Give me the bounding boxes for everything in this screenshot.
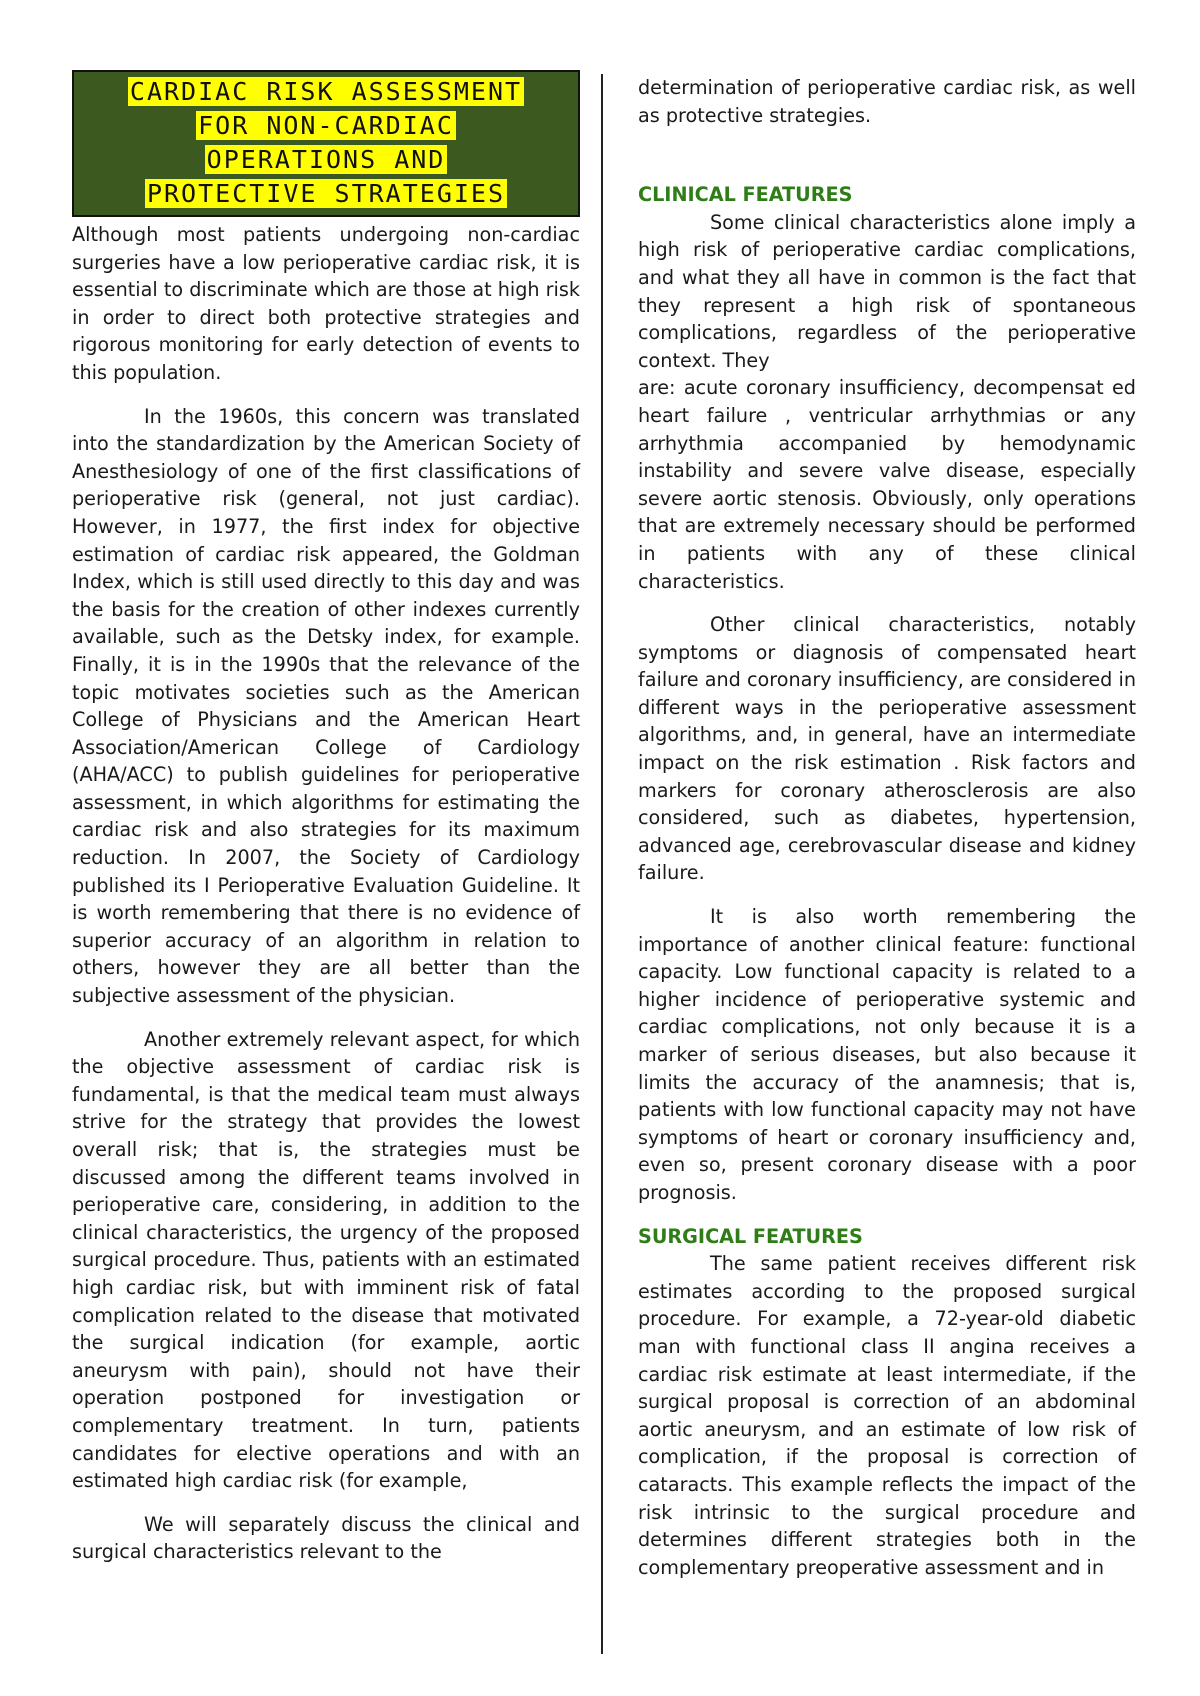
paragraph-discussion-intro: We will separately discuss the clinical and surgical characteristics relevant to the: [72, 1512, 580, 1564]
column-divider: [601, 74, 603, 1654]
title-line-4: PROTECTIVE STRATEGIES: [146, 179, 506, 208]
heading-surgical-features: SURGICAL FEATURES: [638, 1224, 863, 1248]
paragraph-clinical-1a: Some clinical characteristics alone imply a high risk of perioperative cardiac complications, and what they all have in common is the fact that they represent a high risk of spontaneous complications, regardless of the perioperative context. They: [638, 210, 1136, 372]
paragraph-clinical-3: It is also worth remembering the importance of another clinical feature: functional capacity. Low functional capacity is related to a higher incidence of perioperative systemic and cardiac complications, not only because it is a marker of serious diseases, but also because it limits the accuracy of the anamnesis; that is, patients with low functional capacity may not have symptoms of heart or coronary insufficiency and, even so, present coronary disease with a poor prognosis.: [638, 905, 1136, 1204]
paragraph-clinical-2: Other clinical characteristics, notably symptoms or diagnosis of compensated heart failure and coronary insufficiency, are considered in different ways in the perioperative assessment algorithms, and, in general, have an intermediate impact on the risk estimation . Risk factors and markers for coronary atherosclerosis are also considered, such as diabetes, hypertension, advanced age, cerebrovascular disease and kidney failure.: [638, 613, 1136, 885]
paragraph-relevant-aspect: Another extremely relevant aspect, for which the objective assessment of cardiac risk is fundamental, is that the medical team must always strive for the strategy that provides the lowest overall risk; that is, the strategies must be discussed among the different teams involved in perioperative care, considering, in addition to the clinical characteristics, the urgency of the proposed surgical procedure. Thus, patients with an estimated high cardiac risk, but with imminent risk of fatal complication related to the disease that motivated the surgical indication (for example, aortic aneurysm with pain), should not have their operation postponed for investigation or complementary treatment. In turn, patients candidates for elective operations and with an estimated high cardiac risk (for example,: [72, 1027, 580, 1493]
paragraph-history: In the 1960s, this concern was translated into the standardization by the American Society of Anesthesiology of one of the first classifications of perioperative risk (general, not just cardiac). However, in 1977, the first index for objective estimation of cardiac risk appeared, the Goldman Index, which is still used directly to this day and was the basis for the creation of other indexes currently available, such as the Detsky index, for example. Finally, it is in the 1990s that the relevance of the topic motivates societies such as the American College of Physicians and the American Heart Association/American College of Cardiology (AHA/ACC) to publish guidelines for perioperative assessment, in which algorithms for estimating the cardiac risk and also strategies for its maximum reduction. In 2007, the Society of Cardiology published its I Perioperative Evaluation Guideline. It is worth remembering that there is no evidence of superior accuracy of an algorithm in relation to others, however they are all better than the subjective assessment of the physician.: [72, 404, 580, 1008]
right-column: [638, 74, 1136, 1581]
paragraph-clinical-1b: are: acute coronary insufficiency, decompensat ed heart failure , ventricular arrhythmias or any arrhythmia accompanied by hemodynamic instability and severe valve disease, especially severe aortic stenosis. Obviously, only operations that are extremely necessary should be performed in patients with any of these clinical characteristics.: [638, 376, 1136, 593]
paragraph-continuation: determination of perioperative cardiac risk, as well as protective strategies.: [638, 76, 1136, 127]
heading-clinical-features: CLINICAL FEATURES: [638, 183, 853, 207]
title-line-1: CARDIAC RISK ASSESSMENT: [129, 77, 523, 106]
title-line-2: FOR NON-CARDIAC: [198, 111, 454, 140]
paragraph-intro: Although most patients undergoing non-cardiac surgeries have a low perioperative cardiac risk, it is essential to discriminate which are those at high risk in order to direct both protective strategies and rigorous monitoring for early detection of events to this population.: [72, 223, 580, 384]
title-line-3: OPERATIONS AND: [206, 145, 446, 174]
left-column: [72, 70, 580, 1566]
paragraph-surgical-1: The same patient receives different risk estimates according to the proposed surgical procedure. For example, a 72-year-old diabetic man with functional class II angina receives a cardiac risk estimate at least intermediate, if the surgical proposal is correction of an abdominal aortic aneurysm, and an estimate of low risk of complication, if the proposal is correction of cataracts. This example reflects the impact of the risk intrinsic to the surgical procedure and determines different strategies both in the complementary preoperative assessment and in: [638, 1252, 1136, 1579]
title-banner: [72, 70, 580, 217]
